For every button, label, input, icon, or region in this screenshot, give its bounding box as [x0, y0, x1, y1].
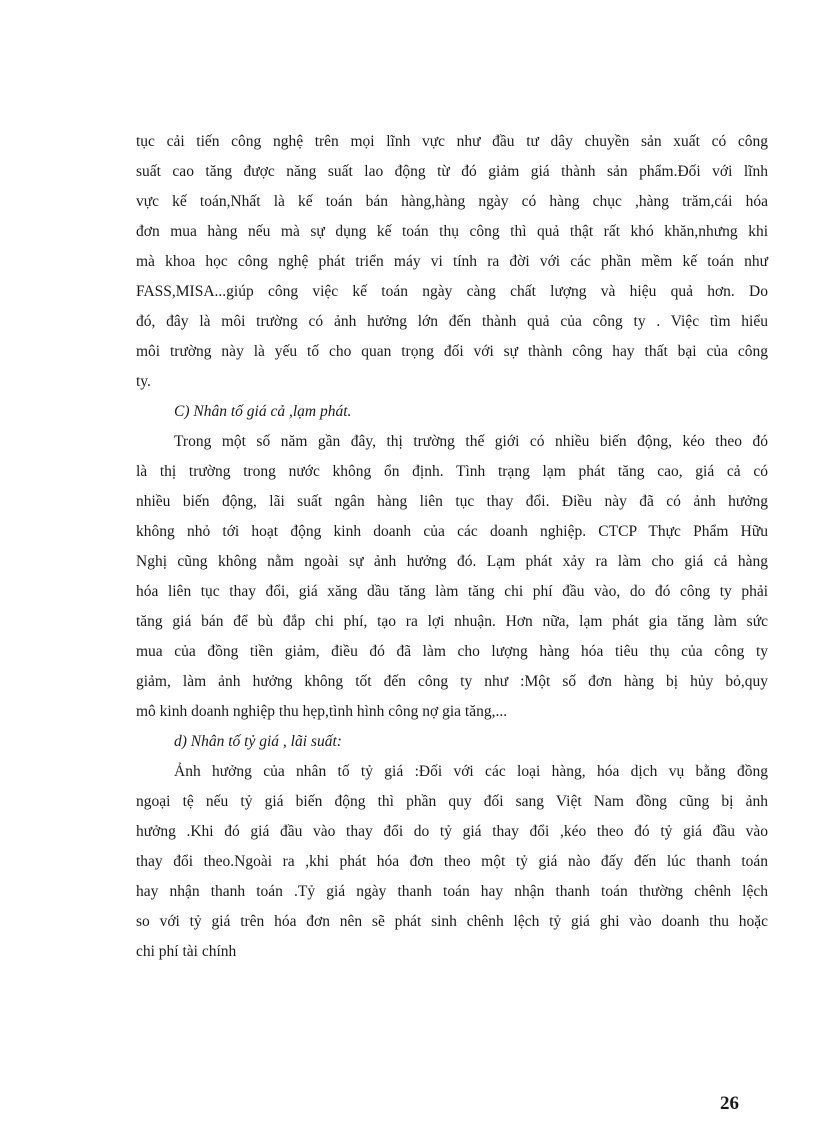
text-line: là thị trường trong nước không ổn định. Tình trạng lạm phát tăng cao, giá cả có — [136, 463, 768, 480]
text-line: không nhỏ tới hoạt động kinh doanh của các doanh nghiệp. CTCP Thực Phẩm Hữu — [136, 523, 768, 540]
text-line: môi trường này là yếu tố cho quan trọng đối với sự thành công hay thất bại của công — [136, 343, 768, 360]
text-line: tục cải tiến công nghệ trên mọi lĩnh vực như đầu tư dây chuyền sản xuất có công — [136, 133, 768, 150]
text-line: thay đổi theo.Ngoài ra ,khi phát hóa đơn theo một tỷ giá nào đấy đến lúc thanh toán — [136, 853, 768, 870]
text-line: đó, đây là môi trường có ảnh hưởng lớn đến thành quả của công ty . Việc tìm hiểu — [136, 313, 768, 330]
text-line: FASS,MISA...giúp công việc kế toán ngày càng chất lượng và hiệu quả hơn. Do — [136, 283, 768, 300]
text-line: Trong một số năm gần đây, thị trường thế giới có nhiều biến động, kéo theo đó — [174, 433, 768, 450]
text-line: vực kế toán,Nhất là kế toán bán hàng,hàng ngày có hàng chục ,hàng trăm,cái hóa — [136, 193, 768, 210]
text-line: hưởng .Khi đó giá đầu vào thay đổi do tỷ giá thay đổi ,kéo theo đó tỷ giá đầu vào — [136, 823, 768, 840]
text-line: suất cao tăng được năng suất lao động từ đó giảm giá thành sản phẩm.Đối với lĩnh — [136, 163, 768, 180]
paragraph-exchange-rate — [136, 757, 768, 967]
paragraph-technology-environment — [136, 127, 768, 397]
section-heading-price-inflation: C) Nhân tố giá cả ,lạm phát. — [174, 403, 352, 420]
text-line: ngoại tệ nếu tỷ giá biến động thì phần quy đối sang Việt Nam đồng cũng bị ảnh — [136, 793, 768, 810]
page-body — [136, 127, 768, 967]
text-line: tăng giá bán để bù đắp chi phí, tạo ra lợi nhuận. Hơn nữa, lạm phát gia tăng làm sức — [136, 613, 768, 630]
text-line: giảm, làm ảnh hưởng không tốt đến công ty như :Một số đơn hàng bị hủy bỏ,quy — [136, 673, 768, 690]
text-line: hay nhận thanh toán .Tỷ giá ngày thanh toán hay nhận thanh toán thường chênh lệch — [136, 883, 768, 900]
paragraph-price-inflation — [136, 427, 768, 727]
text-line: mà khoa học công nghệ phát triển máy vi tính ra đời với các phần mềm kế toán như — [136, 253, 768, 270]
page-number: 26 — [720, 1093, 739, 1114]
text-line: mô kinh doanh nghiệp thu hẹp,tình hình công nợ gia tăng,... — [136, 703, 508, 720]
text-line: đơn mua hàng nếu mà sự dụng kế toán thụ công thì quả thật rất khó khăn,nhưng khi — [136, 223, 768, 240]
text-line: chi phí tài chính — [136, 943, 237, 960]
text-line: mua của đồng tiền giảm, điều đó đã làm cho lượng hàng hóa tiêu thụ của công ty — [136, 643, 768, 660]
text-line: hóa liên tục thay đổi, giá xăng dầu tăng làm tăng chi phí đầu vào, do đó công ty phải — [136, 583, 768, 600]
text-line: Nghị cũng không nằm ngoài sự ảnh hưởng đó. Lạm phát xảy ra làm cho giá cả hàng — [136, 553, 768, 570]
section-heading-exchange-rate: d) Nhân tố tỷ giá , lãi suất: — [174, 733, 342, 750]
text-line: ty. — [136, 373, 151, 390]
text-line: so với tỷ giá trên hóa đơn nên sẽ phát sinh chênh lệch tỷ giá ghi vào doanh thu hoặc — [136, 913, 768, 930]
text-line: nhiều biến động, lãi suất ngân hàng liên tục thay đổi. Điều này đã có ảnh hưởng — [136, 493, 768, 510]
text-line: Ảnh hưởng của nhân tố tỷ giá :Đối với các loại hàng, hóa dịch vụ bằng đồng — [174, 763, 768, 780]
